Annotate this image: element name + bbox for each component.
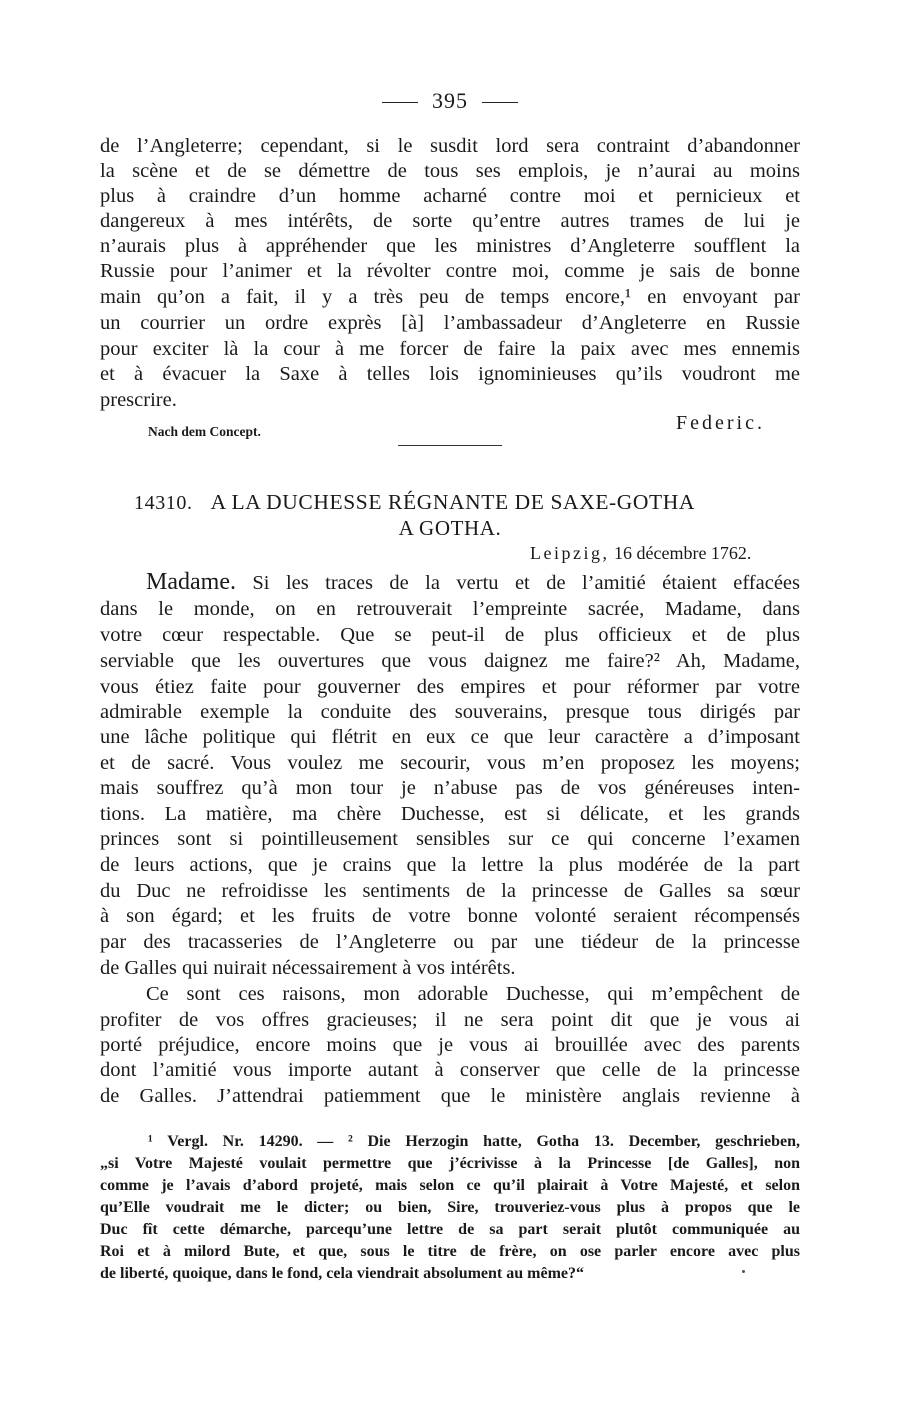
text-line: Russie pour l’animer et la révolter contre moi, comme je sais de bonne bbox=[100, 260, 800, 282]
text-line: main qu’on a fait, il y a très peu de temps encore,¹ en envoyant par bbox=[100, 286, 800, 308]
footnote-line: „si Votre Majesté voulait permettre que j’écrivisse à la Princesse [de Galles], non bbox=[100, 1155, 800, 1172]
text-line: votre cœur respectable. Que se peut-il de plus officieux et de plus bbox=[100, 624, 800, 646]
text-line: admirable exemple la conduite des souverains, presque tous dirigés par bbox=[100, 701, 800, 723]
letter-number: 14310. bbox=[134, 492, 193, 514]
footnote-line: Roi et à milord Bute, et que, sous le titre de frère, on ose parler encore avec plus bbox=[100, 1243, 800, 1260]
date: 16 décembre 1762. bbox=[613, 543, 752, 563]
text-line: plus à craindre d’un homme acharné contre moi et pernicieux et bbox=[100, 185, 800, 207]
text-line: à son égard; et les fruits de votre bonne volonté seraient récompensés bbox=[100, 905, 800, 927]
text-line: profiter de vos offres gracieuses; il ne sera point dit que je vous ai bbox=[100, 1009, 800, 1031]
date-city: Leipzig, bbox=[530, 543, 610, 563]
page-number-dash-right bbox=[482, 102, 518, 103]
salutation: Madame. bbox=[146, 569, 236, 595]
text-line: et à évacuer la Saxe à telles lois ignominieuses qu’ils voudront me bbox=[100, 363, 800, 385]
text-line: prescrire. bbox=[100, 389, 177, 411]
para1-first: Si les traces de la vertu et de l’amitié étaient effacées bbox=[235, 572, 800, 594]
text-line: un courrier un ordre exprès [à] l’ambassadeur d’Angleterre en Russie bbox=[100, 312, 800, 334]
text-line: de Galles qui nuirait nécessairement à vos intérêts. bbox=[100, 957, 516, 979]
text-line: tions. La matière, ma chère Duchesse, est si délicate, et les grands bbox=[100, 803, 800, 825]
footnote-line: comme je l’avais d’abord projeté, mais selon ce qu’il plairait à Votre Majesté, et selon bbox=[100, 1177, 800, 1194]
text-line: dont l’amitié vous importe autant à conserver que celle de la princesse bbox=[100, 1059, 800, 1081]
footnote-line: ¹ Vergl. Nr. 14290. — ² Die Herzogin hatte, Gotha 13. December, geschrieben, bbox=[148, 1133, 800, 1150]
page-number bbox=[0, 88, 900, 114]
text-line: dangereux à mes intérêts, de sorte qu’entre autres trames de lui je bbox=[100, 210, 800, 232]
letter-heading bbox=[134, 490, 695, 515]
text-line: la scène et de se démettre de tous ses emplois, je n’aurai au moins bbox=[100, 160, 800, 182]
footnote-line: Duc fît cette démarche, parcequ’une lettre de sa part serait plutôt communiquée au bbox=[100, 1221, 800, 1238]
text-line: de leurs actions, que je crains que la lettre la plus modérée de la part bbox=[100, 854, 800, 876]
text-line: Ce sont ces raisons, mon adorable Duchesse, qui m’empêchent de bbox=[146, 983, 800, 1005]
text-line: porté préjudice, encore moins que je vous ai brouillée avec des parents bbox=[100, 1034, 800, 1056]
stray-mark bbox=[742, 1270, 745, 1273]
text-line: princes sont si pointilleusement sensibles sur ce qui concerne l’examen bbox=[100, 828, 800, 850]
page-number-dash-left bbox=[382, 102, 418, 103]
letter-title-line2: A GOTHA. bbox=[398, 516, 502, 540]
text-line: du Duc ne refroidisse les sentiments de la princesse de Galles sa sœur bbox=[100, 880, 800, 902]
source-note: Nach dem Concept. bbox=[148, 424, 261, 439]
footnote-line: qu’Elle voudrait me le dicter; ou bien, Sire, trouveriez-vous plus à propos que le bbox=[100, 1199, 800, 1216]
text-line: mais souffrez qu’à mon tour je n’abuse pas de vos généreuses inten- bbox=[100, 777, 800, 799]
footnote-line: de liberté, quoique, dans le fond, cela viendrait absolument au même?“ bbox=[100, 1265, 585, 1282]
signature: Federic. bbox=[676, 412, 765, 434]
text-line: dans le monde, on en retrouverait l’empreinte sacrée, Madame, dans bbox=[100, 598, 800, 620]
dateline bbox=[530, 543, 751, 564]
text-line: vous étiez faite pour gouverner des empires et pour réformer par votre bbox=[100, 676, 800, 698]
text-line bbox=[146, 570, 800, 596]
page-number-text: 395 bbox=[432, 88, 468, 113]
text-line: par des tracasseries de l’Angleterre ou par une tiédeur de la princesse bbox=[100, 931, 800, 953]
letter-title: A LA DUCHESSE RÉGNANTE DE SAXE-GOTHA bbox=[210, 490, 696, 514]
text-line: pour exciter là la cour à me forcer de faire la paix avec mes ennemis bbox=[100, 338, 800, 360]
text-line: de l’Angleterre; cependant, si le susdit lord sera contraint d’abandonner bbox=[100, 135, 800, 157]
text-line: serviable que les ouvertures que vous daignez me faire?² Ah, Madame, bbox=[100, 650, 800, 672]
section-divider bbox=[398, 445, 502, 446]
text-line: et de sacré. Vous voulez me secourir, vous m’en proposez les moyens; bbox=[100, 752, 800, 774]
text-line: n’aurais plus à appréhender que les ministres d’Angleterre soufflent la bbox=[100, 235, 800, 257]
text-line: une lâche politique qui flétrit en eux ce que leur caractère a d’imposant bbox=[100, 726, 800, 748]
text-line: de Galles. J’attendrai patiemment que le ministère anglais revienne à bbox=[100, 1085, 800, 1107]
